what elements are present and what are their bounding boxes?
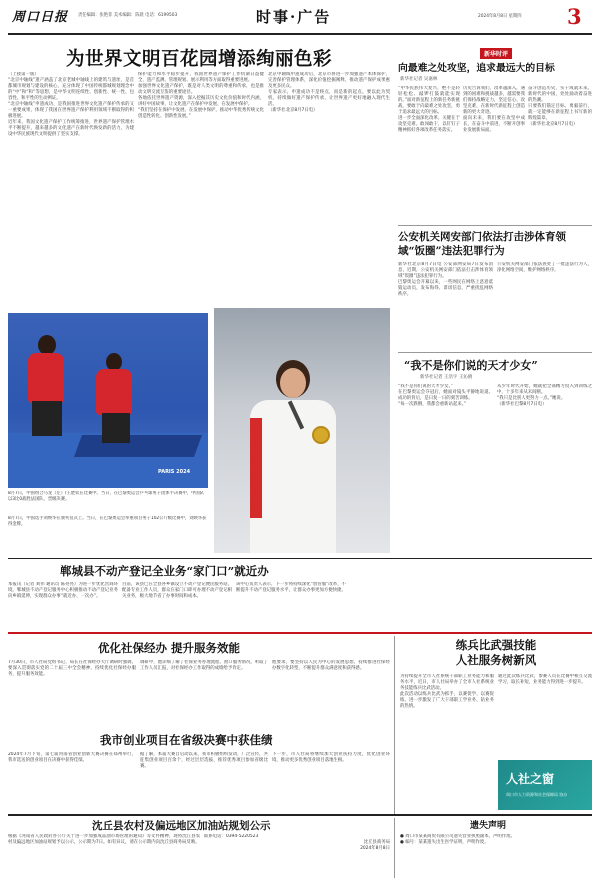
player-left-head (38, 335, 56, 355)
bottom-col-2: 联系电话：0394-5220523 沈丘县商务局 2024年8月8日 (204, 834, 390, 851)
paris-board: PARIS 2024 (158, 469, 191, 475)
story4-col-3: 该中心负责人表示，下一步将持续深化“放管服”改革，不断提升不动产登记服务水平，让群众办事更加方便快捷。 (236, 582, 346, 593)
logo: 周口日报 (12, 10, 69, 25)
lead-col-2: 保护能力和水平稳步提升，我国世界遗产保护工作机制日益健全，遗产监测、管理规划、展示利用等方面取得重要进展。 加强世界文化遗产保护，既是对人类文明的尊重和传承，也是推动文明交流互鉴的重要途径。 各地依托世界遗产资源，深入挖掘其历史文化价值和时代内涵，讲好中国故事，让文化遗产在保护中发展、在发展中保护。 “我们坚持在保护中发展、在发展中保护，推动中华优秀传统文化创造性转化、创新性发展。” (138, 72, 264, 119)
medalist-photo (214, 308, 390, 553)
bottom-rule (8, 814, 592, 816)
jacket-red-stripe (250, 418, 262, 518)
player-right-legs (102, 413, 130, 443)
story3-col-2: 从少年时代开始，她就把全部精力投入到训练之中，十多年来从未间断。 “我只是比别人更努力一点。”她说。 （新华社巴黎8月7日电） (497, 384, 592, 407)
commentary-rule (398, 225, 592, 226)
story6-col-2: 据了解，本届大赛自启动以来，我市积极组织发动，广泛宣传，共征集创业项目百余个，经过层层选拔，推荐优秀项目参加省级比赛。 (140, 752, 268, 769)
bottom-headline: 沈丘县农村及偏远地区加油站规划公示 (92, 820, 271, 832)
table (74, 435, 202, 457)
story5-col-1: 7月30日，市人社局党组书记、局长在社保经办大厅调研时强调，要深入贯彻落实党的二十届三中全会精神，持续优化社保经办服务，提升服务效能。 (8, 660, 136, 677)
commentary-col-1: “中华民族伟大复兴，绝不是轻轻松松、敲锣打鼓就能实现的。”面对新征程上的新任务新挑战，要敢于向最难之处攻坚，勇于追求最远大的目标。 进一步全面深化改革，关键在于攻坚克难、敢闯敢干，以钉钉子精神抓好各项改革任务落实。 (398, 86, 460, 133)
story7-col-1: 为持续提升全市人社系统干部职工业务能力和服务水平，近日，市人社局举办了全市人社系统业务技能练兵比武活动。 此次活动以练兵比武为抓手，以赛促学、以赛促练，进一步激发了广大干部职工学业务、钻业务的热情。 (400, 674, 494, 709)
notice-headline: 遗失声明 (470, 821, 507, 831)
photo-caption-2: 8月7日，中国选手刘焕华在颁奖仪式上。当日，在巴黎奥运会举重项目男子102公斤级比赛中，刘焕华获得金牌。 (8, 516, 207, 527)
bottom-col-1: 根据《河南省人民政府办公厅关于进一步加强成品油市场管理的通知》等文件精神，现将沈丘县农村及偏远地区加油站规划予以公示，公示期为7日。如有异议，请在公示期内向沈丘县商务局反映。 (8, 834, 200, 845)
commentary-byline: 新华社记者 吴嘉林 (400, 77, 438, 82)
story6-col-1: 2024年7月下旬，第七届河南省创业创新大赛决赛在郑州举行，我市选送的创业项目在决赛中获得佳绩。 (8, 752, 136, 763)
player-right-body (96, 369, 132, 415)
story2-rule (398, 352, 592, 353)
story3-col-1: “我不是你们说的天才少女。” 在巴黎奥运会夺冠后，她面对镜头平静地说道。成功的背后，是日复一日的刻苦训练。 “每一次跌倒，我都会重新站起来。” (398, 384, 493, 407)
lead-headline: 为世界文明百花园增添绚丽色彩 (66, 49, 333, 70)
promo-subtitle: 周口市人力资源和社会保障局 协办 (506, 792, 568, 797)
story6-headline: 我市创业项目在省级决赛中获佳绩 (100, 733, 273, 747)
story4-headline: 郸城县不动产登记全业务“家门口”就近办 (60, 564, 269, 578)
gold-medal (312, 426, 330, 444)
story7-headline: 练兵比武强技能 人社服务树新风 (455, 638, 537, 667)
story2-col-1: 新华社北京8月7日电 公安部网安局7日发布消息，近期，公安机关网安部门依法打击涉体育领域“饭圈”违法犯罪行为。 巴黎奥运会开幕以来，一些网民在网络上恶意诋毁运动员，发布侮辱、诽谤信息，严重扰乱网络秩序。 (398, 262, 493, 297)
masthead (0, 0, 600, 38)
story2-headline: 公安机关网安部门依法打击涉体育领域“饭圈”违法犯罪行为 (398, 231, 566, 257)
notice-divider (394, 818, 395, 878)
page-number: 3 (567, 4, 582, 29)
story7-divider (394, 636, 395, 814)
notice-body: ● 周口市某某商贸有限公司遗失营业执照副本，声明作废。 ● 编号：某某遗失出生医学证明，声明作废。 (400, 834, 515, 845)
story6-col-3: 下一步，市人社局将继续加大创业扶持力度，优化创业环境，推动更多优秀创业项目落地生根。 (272, 752, 390, 763)
commentary-badge: 新华时评 (480, 48, 512, 59)
masthead-rule (8, 33, 592, 35)
hr-window-promo (498, 760, 592, 810)
story2-col-2: 公安机关网安部门依法查处了一批违法行为人，净化网络空间，维护网络秩序。 (497, 262, 592, 273)
table-tennis-photo (8, 313, 208, 488)
story5-headline: 优化社保经办 提升服务效能 (98, 641, 241, 655)
player-left-legs (32, 401, 62, 436)
story4-col-1: 本报讯（记者 刘伟 通讯员 陈亮亮）为进一步优化营商环境，郸城县不动产登记服务中心积极推动不动产登记业务向乡镇延伸，实现群众办事“就近办、一次办”。 (8, 582, 118, 599)
lead-col-3: 北京中轴线申遗成功后，北京市将进一步加强遗产本体保护，完善保护管理体系，深化价值挖掘阐释，推动遗产保护成果惠及更多民众。 专家表示，申遗成功不是终点，而是新的起点。要以此为契机，持续做好遗产保护传承，让世界遗产更好地融入现代生活。 （新华社北京8月7日电） (268, 72, 390, 113)
commentary-headline: 向最难之处攻坚，追求最远大的目标 (398, 63, 555, 74)
story4-col-2: 目前，该县已在全县各乡镇设立不动产登记便民服务站，配备专业工作人员，群众在家门口即可办理不动产登记相关业务，极大地节省了办事时间和成本。 (122, 582, 232, 599)
player-left-body (28, 353, 64, 403)
commentary-col-3: 奋斗创造历史，实干成就未来。新时代的中国，处处涌动着奋进的热潮。 只要我们锚定目标、勇毅前行，就一定能够在新征程上书写新的辉煌篇章。 （新华社北京8月7日电） (528, 86, 592, 127)
section-label: 时事·广告 (256, 8, 332, 26)
athlete-face (280, 368, 306, 398)
story3-headline: “我不是你们说的天才少女” (404, 359, 538, 372)
commentary-col-2: 历史告诉我们，改革越深入，遇到的困难和挑战越多，越需要我们保持战略定力，坚定信心、攻坚克难，在新时代新征程上创造新的更大奇迹。 面向未来，我们要在攻坚中成长，在奋斗中前进，不断开创事业发展新局面。 (463, 86, 525, 133)
athlete-jacket (250, 400, 336, 553)
story5-col-2: 调研中，他详细了解了社保业务办理流程、窗口服务情况，听取了工作人员汇报，对社保经办工作取得的成绩给予肯定。 (140, 660, 268, 671)
edit-line: 责任编辑：张艳菲 美术编辑：陈晨 电话：6199503 (78, 13, 178, 18)
lead-col-1: （上接第一版） “北京中轴线”遗产涵盖了北京老城中轴线上的建筑与遗址，是首都城市规划与建设的核心，充分体现了中国传统都城规划理念中的“中”和“和”等思想，是中华文明连续性、创新性、统一性、包容性、和平性的生动例证。 “北京中轴线”申遗成功，是我国推进世界文化遗产保护传承的又一重要成果，体现了我国在世界遗产保护利用领域不断取得的积极进展。 近年来，我国文化遗产保护工作统筹推进，世界遗产保护管理水平不断提升，越来越多的文化遗产在新时代焕发新的活力，为建设中华民族现代文明提供了坚实支撑。 (8, 72, 134, 137)
promo-title: 人社之窗 (506, 772, 555, 786)
story4-top-rule (8, 558, 592, 559)
photo-caption-1: 8月7日，中国组合马龙（左）/王楚钦在比赛中。当日，在巴黎奥运会乒乓球男子团体半决赛中，中国队以3比0战胜法国队，晋级决赛。 (8, 491, 204, 502)
story5-col-3: 他要求，要坚持以人民为中心的发展思想，持续推进社保经办数字化转型，不断提升群众满意度和获得感。 (272, 660, 390, 671)
story7-col-2: 通过此次练兵比武，参赛人员在比赛中相互交流学习，取长补短，业务能力得到进一步提升。 (498, 674, 592, 685)
lower-section-rule (8, 632, 592, 634)
date-line: 2024年8月8日 星期四 (478, 14, 522, 19)
story3-byline: 新华社记者 王浩宇 王沁鸥 (420, 375, 473, 380)
